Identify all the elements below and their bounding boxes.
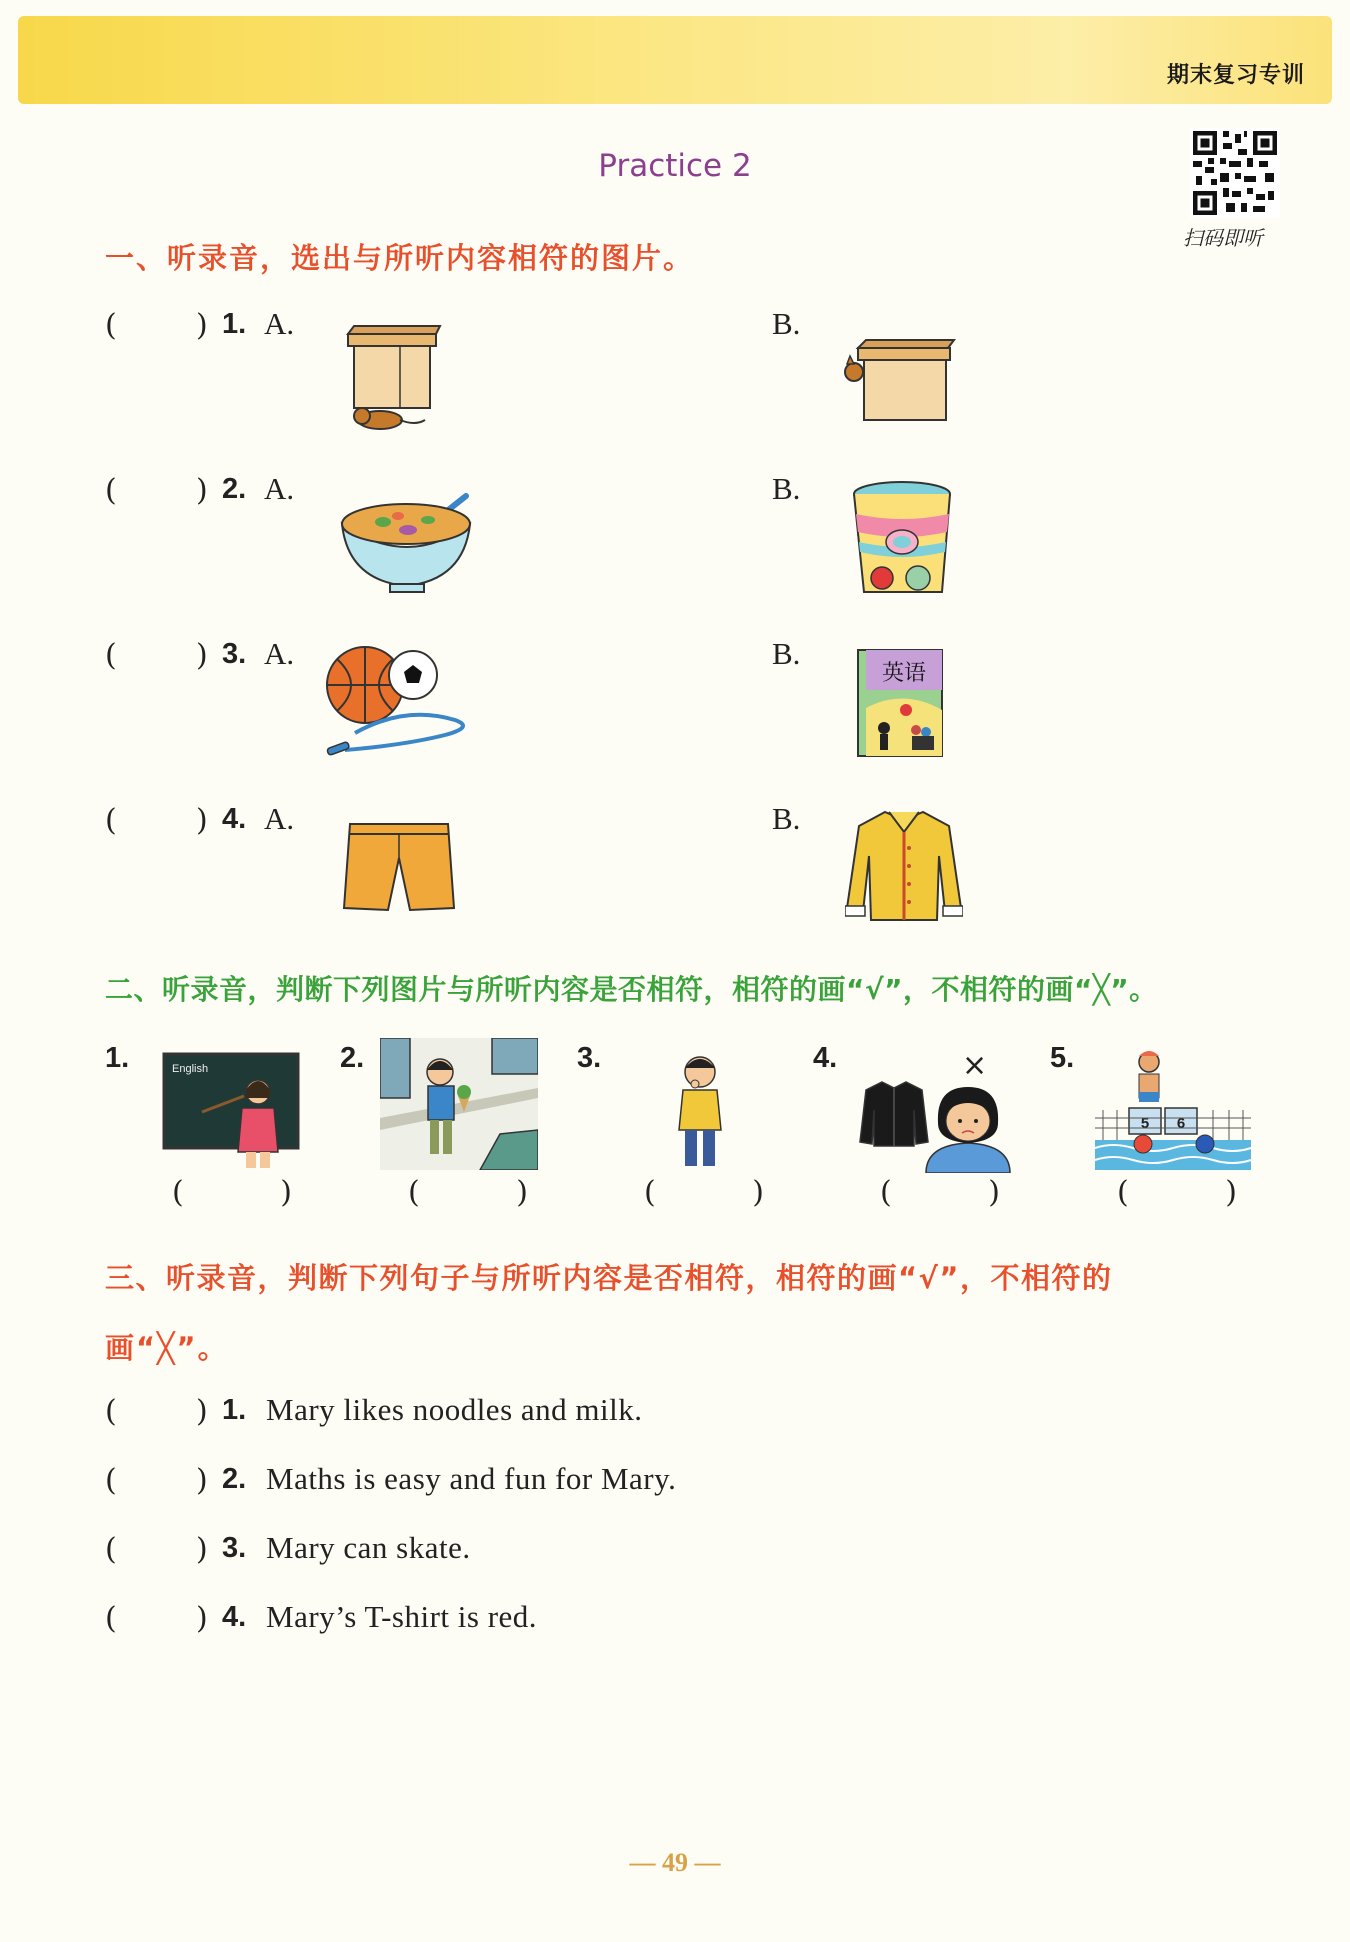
lane-number: 5: [1140, 1115, 1150, 1132]
ice-cream-cup-icon[interactable]: [850, 480, 955, 600]
boy-thinking-icon[interactable]: [665, 1052, 735, 1172]
swimming-pool-icon[interactable]: [1093, 1048, 1253, 1172]
picture-number: 4.: [813, 1042, 838, 1074]
answer-paren-open[interactable]: (: [105, 803, 117, 838]
cat-behind-box-icon[interactable]: [840, 336, 960, 424]
answer-parens[interactable]: ( ): [644, 1175, 764, 1210]
blackboard-text: English: [172, 1063, 209, 1075]
picture-number: 2.: [340, 1042, 365, 1074]
option-a-label: A.: [264, 306, 295, 341]
option-a-label: A.: [264, 636, 295, 671]
sentence-text: Mary likes noodles and milk.: [266, 1392, 643, 1427]
answer-paren-open[interactable]: (: [105, 1601, 117, 1636]
qr-caption: 扫码即听: [1183, 226, 1263, 250]
answer-parens[interactable]: ( ): [172, 1175, 292, 1210]
page-number: — 49 —: [629, 1848, 721, 1877]
answer-parens[interactable]: ( ): [408, 1175, 528, 1210]
question-number: 3.: [222, 1532, 247, 1564]
section2-title: 二、听录音，判断下列图片与所听内容是否相符，相符的画“√”，不相符的画“╳”。: [105, 973, 1158, 1006]
answer-parens[interactable]: ( ): [880, 1175, 1000, 1210]
picture-number: 5.: [1050, 1042, 1075, 1074]
question-number: 4.: [222, 1601, 247, 1633]
answer-paren-close: ): [196, 638, 208, 673]
sentence-text: Maths is easy and fun for Mary.: [266, 1461, 677, 1496]
boy-with-ice-cream-icon[interactable]: [380, 1038, 538, 1170]
picture-number: 1.: [105, 1042, 130, 1074]
answer-parens[interactable]: ( ): [1117, 1175, 1237, 1210]
answer-paren-close: ): [196, 803, 208, 838]
answer-paren-open[interactable]: (: [105, 638, 117, 673]
option-b-label: B.: [772, 471, 801, 506]
balls-and-jump-rope-icon[interactable]: [325, 645, 475, 760]
section3-title-line1: 三、听录音，判断下列句子与所听内容是否相符，相符的画“√”，不相符的: [105, 1261, 1113, 1295]
soup-bowl-icon[interactable]: [338, 490, 478, 595]
shorts-icon[interactable]: [342, 820, 457, 915]
option-a-label: A.: [264, 471, 295, 506]
english-book-icon[interactable]: [856, 648, 946, 760]
cat-under-box-icon[interactable]: [340, 322, 450, 434]
page-title: Practice 2: [598, 148, 752, 184]
option-b-label: B.: [772, 636, 801, 671]
answer-paren-open[interactable]: (: [105, 1463, 117, 1498]
answer-paren-close: ): [196, 308, 208, 343]
black-jacket-icon[interactable]: [858, 1080, 930, 1148]
picture-number: 3.: [577, 1042, 602, 1074]
option-b-label: B.: [772, 306, 801, 341]
answer-paren-close: ): [196, 1394, 208, 1429]
section1-title: 一、听录音，选出与所听内容相符的图片。: [105, 241, 695, 275]
answer-paren-open[interactable]: (: [105, 473, 117, 508]
answer-paren-close: ): [196, 1463, 208, 1498]
option-a-label: A.: [264, 801, 295, 836]
lane-number: 6: [1176, 1115, 1186, 1132]
sentence-text: Mary’s T-shirt is red.: [266, 1599, 538, 1634]
question-number: 2.: [222, 1463, 247, 1495]
answer-paren-close: ): [196, 1601, 208, 1636]
section3-title-line2: 画“╳”。: [105, 1331, 229, 1365]
question-number: 4.: [222, 803, 247, 835]
shirt-icon[interactable]: [845, 808, 963, 923]
answer-paren-open[interactable]: (: [105, 1394, 117, 1429]
answer-paren-close: ): [196, 1532, 208, 1567]
question-number: 1.: [222, 1394, 247, 1426]
cross-mark: ×: [962, 1048, 988, 1083]
question-number: 1.: [222, 308, 247, 340]
question-number: 3.: [222, 638, 247, 670]
sad-girl-icon[interactable]: [922, 1085, 1014, 1173]
header-banner: [18, 16, 1332, 104]
book-title: 英语: [881, 661, 927, 686]
teacher-blackboard-icon[interactable]: [162, 1052, 300, 1170]
answer-paren-open[interactable]: (: [105, 1532, 117, 1567]
answer-paren-close: ): [196, 473, 208, 508]
answer-paren-open[interactable]: (: [105, 308, 117, 343]
question-number: 2.: [222, 473, 247, 505]
option-b-label: B.: [772, 801, 801, 836]
sentence-text: Mary can skate.: [266, 1530, 471, 1565]
header-label: 期末复习专训: [1166, 63, 1305, 88]
